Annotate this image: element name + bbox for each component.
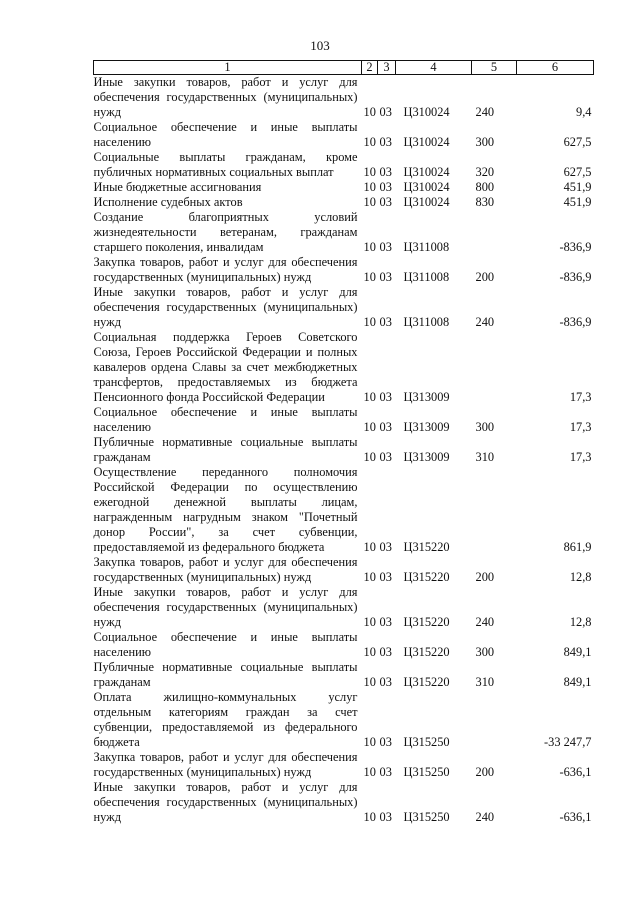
row-subsection: 03 [379,390,392,404]
row-name: Иные закупки товаров, работ и услуг для обеспечения государственных (муниципальных) нужд [93,75,358,119]
table-row [94,555,594,585]
table-row [94,585,594,630]
page-number: 103 [310,38,330,53]
row-subsection: 03 [379,540,392,554]
row-section: 10 [363,645,376,659]
row-section: 10 [363,450,376,464]
header-col-5: 5 [472,61,517,75]
row-target-code: Ц315220 [403,570,450,584]
row-subsection: 03 [379,135,392,149]
row-target-code: Ц315220 [403,615,450,629]
row-target-code: Ц310024 [403,180,450,194]
row-amount: -33 247,7 [544,735,592,749]
row-name: Осуществление переданного полномочия Российской Федерации по осуществлению ежегодной денежной выплаты лицам, награжденным нагрудным знаком "Почетный донор России", за счет субвенции, предоставляемой из федерального бюджета [93,465,358,554]
row-section: 10 [363,180,376,194]
row-target-code: Ц315250 [403,810,450,824]
row-section: 10 [363,315,376,329]
row-subsection: 03 [379,735,392,749]
row-expense-type: 310 [475,675,495,689]
table-row [94,195,594,210]
row-target-code: Ц310024 [403,135,450,149]
row-amount: -636,1 [559,810,592,824]
row-expense-type [472,210,517,255]
budget-table [93,60,594,825]
row-section: 10 [363,615,376,629]
row-amount: 861,9 [563,540,592,554]
header-col-6: 6 [517,61,594,75]
row-target-code: Ц315220 [403,645,450,659]
row-expense-type: 240 [475,105,495,119]
row-subsection: 03 [379,420,392,434]
row-target-code: Ц310024 [403,195,450,209]
row-expense-type: 830 [475,195,495,209]
row-target-code: Ц313009 [403,390,450,404]
row-expense-type: 310 [475,450,495,464]
row-subsection: 03 [379,570,392,584]
row-name: Социальное обеспечение и иные выплаты населению [93,405,358,434]
row-section: 10 [363,165,376,179]
row-amount: -836,9 [559,270,592,284]
table-row [94,660,594,690]
row-name: Создание благоприятных условий жизнедеятельности ветеранам, гражданам старшего поколения, инвалидам [93,210,358,254]
table-row [94,210,594,255]
row-name: Иные закупки товаров, работ и услуг для обеспечения государственных (муниципальных) нужд [93,780,358,824]
row-amount: 627,5 [563,165,592,179]
row-amount: 12,8 [569,615,592,629]
row-name: Иные закупки товаров, работ и услуг для обеспечения государственных (муниципальных) нужд [93,285,358,329]
table-row [94,690,594,750]
row-section: 10 [363,570,376,584]
header-col-4: 4 [396,61,472,75]
table-body [94,75,594,826]
row-subsection: 03 [379,675,392,689]
row-target-code: Ц311008 [403,270,450,284]
row-name: Закупка товаров, работ и услуг для обеспечения государственных (муниципальных) нужд [93,555,358,584]
table-row [94,150,594,180]
table-row [94,180,594,195]
table-row [94,255,594,285]
header-col-3: 3 [378,61,396,75]
row-section: 10 [363,735,376,749]
row-target-code: Ц311008 [403,240,450,254]
row-target-code: Ц315220 [403,540,450,554]
row-name: Исполнение судебных актов [93,195,243,209]
row-amount: -836,9 [559,315,592,329]
row-amount: 627,5 [563,135,592,149]
row-target-code: Ц313009 [403,450,450,464]
row-section: 10 [363,195,376,209]
row-amount: 849,1 [563,675,592,689]
table-row [94,780,594,825]
row-subsection: 03 [379,105,392,119]
row-expense-type: 200 [475,765,495,779]
table-row [94,75,594,121]
row-subsection: 03 [379,195,392,209]
row-name: Иные бюджетные ассигнования [93,180,262,194]
row-expense-type: 240 [475,615,495,629]
row-subsection: 03 [379,270,392,284]
row-name: Иные закупки товаров, работ и услуг для обеспечения государственных (муниципальных) нужд [93,585,358,629]
row-target-code: Ц315250 [403,735,450,749]
row-expense-type [472,690,517,750]
row-section: 10 [363,135,376,149]
row-target-code: Ц315220 [403,675,450,689]
row-expense-type [472,465,517,555]
row-section: 10 [363,240,376,254]
table-row [94,465,594,555]
row-amount: 17,3 [569,450,592,464]
row-expense-type: 240 [475,810,495,824]
row-expense-type: 300 [475,135,495,149]
row-amount: 17,3 [569,390,592,404]
row-amount: 451,9 [563,195,592,209]
row-expense-type [472,330,517,405]
row-name: Социальное обеспечение и иные выплаты населению [93,630,358,659]
header-col-2: 2 [362,61,378,75]
row-expense-type: 300 [475,420,495,434]
row-section: 10 [363,810,376,824]
row-expense-type: 200 [475,270,495,284]
row-section: 10 [363,540,376,554]
row-amount: -836,9 [559,240,592,254]
row-amount: 9,4 [576,105,592,119]
row-expense-type: 200 [475,570,495,584]
table-row [94,630,594,660]
row-amount: 849,1 [563,645,592,659]
row-target-code: Ц310024 [403,105,450,119]
row-amount: -636,1 [559,765,592,779]
row-amount: 12,8 [569,570,592,584]
row-name: Оплата жилищно-коммунальных услуг отдельным категориям граждан за счет субвенции, предоставляемой из федерального бюджета [93,690,358,749]
row-expense-type: 300 [475,645,495,659]
row-name: Социальное обеспечение и иные выплаты населению [93,120,358,149]
row-subsection: 03 [379,165,392,179]
table-row [94,285,594,330]
row-subsection: 03 [379,765,392,779]
row-target-code: Ц313009 [403,420,450,434]
row-subsection: 03 [379,645,392,659]
row-amount: 17,3 [569,420,592,434]
table-row [94,750,594,780]
row-amount: 451,9 [563,180,592,194]
row-subsection: 03 [379,615,392,629]
row-name: Публичные нормативные социальные выплаты гражданам [93,660,358,689]
row-subsection: 03 [379,315,392,329]
row-target-code: Ц310024 [403,165,450,179]
row-expense-type: 240 [475,315,495,329]
row-name: Закупка товаров, работ и услуг для обеспечения государственных (муниципальных) нужд [93,750,358,779]
row-subsection: 03 [379,810,392,824]
row-section: 10 [363,675,376,689]
row-name: Закупка товаров, работ и услуг для обеспечения государственных (муниципальных) нужд [93,255,358,284]
table-header-row [94,61,594,75]
row-section: 10 [363,270,376,284]
row-target-code: Ц315250 [403,765,450,779]
row-expense-type: 800 [475,180,495,194]
table-row [94,435,594,465]
table-row [94,330,594,405]
row-section: 10 [363,765,376,779]
row-subsection: 03 [379,240,392,254]
table-row [94,120,594,150]
row-expense-type: 320 [475,165,495,179]
row-target-code: Ц311008 [403,315,450,329]
row-name: Социальная поддержка Героев Советского Союза, Героев Российской Федерации и полных кавалеров ордена Славы за счет межбюджетных трансфертов, предоставляемых из бюджета Пенсионного фонда Российской Федерации [93,330,358,404]
header-col-1: 1 [94,61,362,75]
row-subsection: 03 [379,450,392,464]
row-section: 10 [363,420,376,434]
row-subsection: 03 [379,180,392,194]
table-row [94,405,594,435]
row-section: 10 [363,390,376,404]
row-name: Публичные нормативные социальные выплаты гражданам [93,435,358,464]
row-section: 10 [363,105,376,119]
row-name: Социальные выплаты гражданам, кроме публичных нормативных социальных выплат [93,150,358,179]
